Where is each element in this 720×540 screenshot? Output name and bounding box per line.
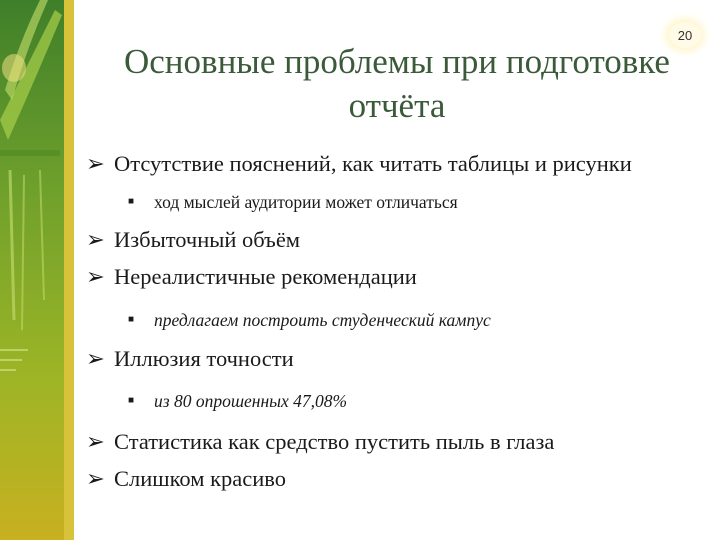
bullet-item bbox=[86, 148, 706, 179]
bullet-text: Избыточный объём bbox=[114, 227, 301, 252]
bullet-item bbox=[86, 224, 706, 255]
bullet-text: Отсутствие пояснений, как читать таблицы и рисунки bbox=[114, 151, 632, 176]
sub-bullet-item bbox=[86, 190, 706, 214]
square-bullet-icon: ■ bbox=[128, 196, 135, 207]
arrow-bullet-icon: ➢ bbox=[86, 466, 105, 491]
slide-title: Основные проблемы при подготовке отчёта bbox=[124, 42, 670, 125]
bullet-item bbox=[86, 261, 706, 292]
bullet-text: Статистика как средство пустить пыль в глаза bbox=[114, 429, 555, 454]
decorative-side-panel bbox=[0, 0, 74, 540]
square-bullet-icon: ■ bbox=[128, 395, 135, 406]
bullet-item bbox=[86, 426, 706, 457]
arrow-bullet-icon: ➢ bbox=[86, 151, 105, 176]
bullet-text: Иллюзия точности bbox=[114, 346, 294, 371]
page-number: 20 bbox=[669, 22, 701, 48]
sub-bullet-text: ход мыслей аудитории может отличаться bbox=[154, 192, 458, 212]
bullet-item bbox=[86, 343, 706, 374]
bullet-text: Нереалистичные рекомендации bbox=[114, 264, 417, 289]
arrow-bullet-icon: ➢ bbox=[86, 346, 105, 371]
bullet-item bbox=[86, 463, 706, 494]
sub-bullet-item bbox=[86, 308, 706, 332]
arrow-bullet-icon: ➢ bbox=[86, 264, 105, 289]
sub-bullet-item bbox=[86, 389, 706, 413]
bullet-list bbox=[86, 148, 706, 494]
square-bullet-icon: ■ bbox=[128, 314, 135, 325]
arrow-bullet-icon: ➢ bbox=[86, 429, 105, 454]
bullet-text: Слишком красиво bbox=[114, 466, 286, 491]
sub-bullet-text: предлагаем построить студенческий кампус bbox=[154, 310, 491, 330]
arrow-bullet-icon: ➢ bbox=[86, 227, 105, 252]
sub-bullet-text: из 80 опрошенных 47,08% bbox=[154, 391, 348, 411]
